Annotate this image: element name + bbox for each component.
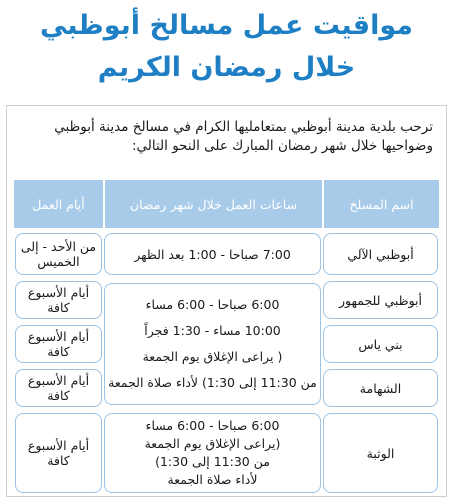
row-days-cell: أيام الأسبوع كافة	[15, 281, 102, 319]
schedule-table	[14, 176, 439, 498]
header-working-days: أيام العمل	[14, 180, 103, 228]
row-hours-cell: 7:00 صباحا - 1:00 بعد الظهر	[104, 233, 321, 275]
row-days-cell: من الأحد - إلى الخميس	[15, 233, 102, 275]
hours-line: من 11:30 إلى 1:30) لأداء صلاة الجمعة	[108, 375, 317, 390]
row-name-cell: أبوظبي للجمهور	[323, 281, 438, 319]
row-days-cell: أيام الأسبوع كافة	[15, 369, 102, 407]
header-slaughterhouse-name: اسم المسلخ	[322, 180, 439, 228]
header-working-hours: ساعات العمل خلال شهر رمضان	[103, 180, 322, 228]
hours-line: لأداء صلاة الجمعة	[167, 472, 258, 487]
table-row	[14, 280, 439, 320]
hours-line: (يراعى الإغلاق يوم الجمعة	[144, 436, 281, 451]
row-name-cell: أبوظبي الآلي	[323, 233, 438, 275]
table-header-row	[14, 180, 439, 228]
row-days-cell: أيام الأسبوع كافة	[15, 325, 102, 363]
hours-line: 6:00 صباحا - 6:00 مساء	[145, 297, 280, 312]
hours-line: من 11:30 إلى 1:30)	[155, 454, 270, 469]
hours-line: 6:00 صباحا - 6:00 مساء	[145, 418, 280, 433]
table-row	[14, 412, 439, 494]
page-title: مواقيت عمل مسالخ أبوظبي	[39, 10, 414, 41]
table-row	[14, 232, 439, 276]
row-days-cell: أيام الأسبوع كافة	[15, 413, 102, 493]
hours-line: 10:00 مساء - 1:30 فجراً	[144, 323, 281, 338]
row-name-cell: بني ياس	[323, 325, 438, 363]
hours-line: ( يراعى الإغلاق يوم الجمعة	[142, 349, 283, 364]
shared-hours-cell	[104, 283, 321, 405]
page-subtitle: خلال رمضان الكريم	[97, 52, 356, 83]
row-hours-cell	[104, 413, 321, 493]
intro-paragraph: ترحب بلدية مدينة أبوظبي بمتعامليها الكرام في مسالخ مدينة أبوظبي وضواحيها خلال شهر رمضان المبارك على النحو التالي:	[54, 119, 433, 154]
row-name-cell: الوثبة	[323, 413, 438, 493]
row-name-cell: الشهامة	[323, 369, 438, 407]
